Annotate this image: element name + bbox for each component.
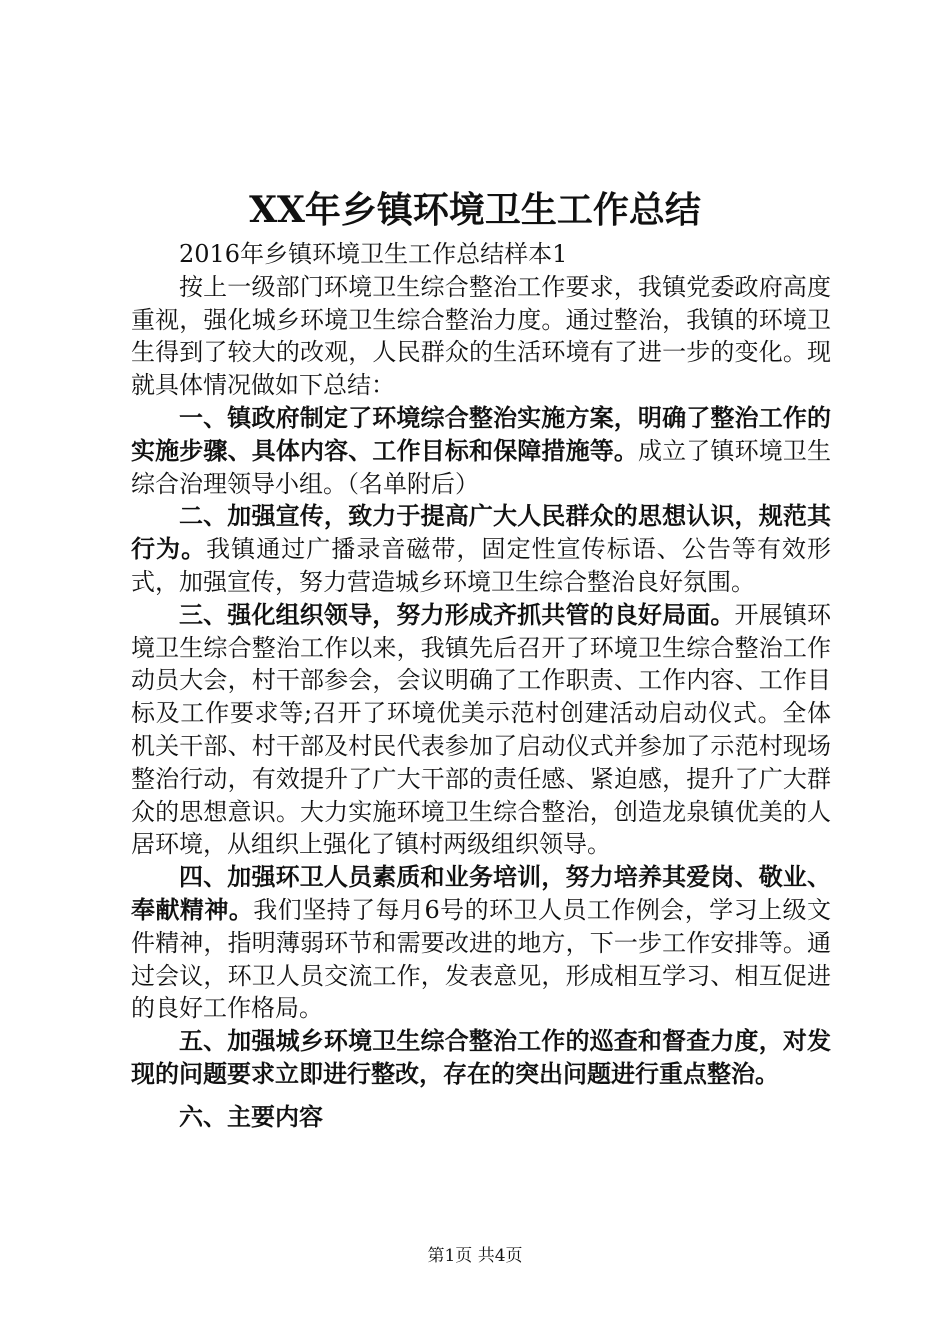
section-1-paragraph — [131, 402, 831, 500]
document-body — [131, 238, 831, 1134]
section-2-heading: 二、加强宣传，致力于提高广大人民群众的思想认识，规范其行为。 — [131, 502, 831, 564]
section-1-heading: 一、镇政府制定了环境综合整治实施方案，明确了整治工作的实施步骤、具体内容、工作目标和保障措施等。 — [131, 403, 831, 465]
page-title: XX年乡镇环境卫生工作总结 — [249, 189, 701, 231]
section-3-body: 开展镇环境卫生综合整治工作以来，我镇先后召开了环境卫生综合整治工作动员大会，村干部参会，会议明确了工作职责、工作内容、工作目标及工作要求等;召开了环境优美示范村创建活动启动仪式。全体机关干部、村干部及村民代表参加了启动仪式并参加了示范村现场整治行动，有效提升了广大干部的责任感、紧迫感，提升了广大群众的思想意识。大力实施环境卫生综合整治，创造龙泉镇优美的人居环境，从组织上强化了镇村两级组织领导。 — [131, 600, 832, 859]
section-2-body: 我镇通过广播录音磁带，固定性宣传标语、公告等有效形式，加强宣传，努力营造城乡环境卫生综合整治良好氛围。 — [131, 535, 832, 596]
section-4-heading: 四、加强环卫人员素质和业务培训，努力培养其爱岗、敬业、奉献精神。 — [131, 863, 831, 924]
document-subtitle: 2016年乡镇环境卫生工作总结样本1 — [179, 240, 568, 268]
section-2-paragraph — [131, 500, 831, 598]
section-5-paragraph — [131, 1025, 831, 1091]
intro-paragraph: 按上一级部门环境卫生综合整治工作要求，我镇党委政府高度重视，强化城乡环境卫生综合整治力度。通过整治，我镇的环境卫生得到了较大的改观，人民群众的生活环境有了进一步的变化。现就具体情况做如下总结： — [131, 272, 831, 400]
section-3-heading: 三、强化组织领导，努力形成齐抓共管的良好局面。 — [179, 600, 735, 629]
section-4-body: 我们坚持了每月6号的环卫人员工作例会，学习上级文件精神，指明薄弱环节和需要改进的地方，下一步工作安排等。通过会议，环卫人员交流工作，发表意见，形成相互学习、相互促进的良好工作格局。 — [131, 895, 831, 1023]
page-indicator: 第1页 共4页 — [427, 1246, 523, 1266]
section-4-paragraph — [131, 861, 831, 1025]
section-6-heading: 六、主要内容 — [179, 1102, 323, 1131]
section-5-heading: 五、加强城乡环境卫生综合整治工作的巡查和督查力度，对发现的问题要求立即进行整改，存在的突出问题进行重点整治。 — [131, 1027, 831, 1088]
section-1-body: 成立了镇环境卫生综合治理领导小组。（名单附后） — [131, 436, 831, 498]
section-3-paragraph — [131, 599, 831, 861]
